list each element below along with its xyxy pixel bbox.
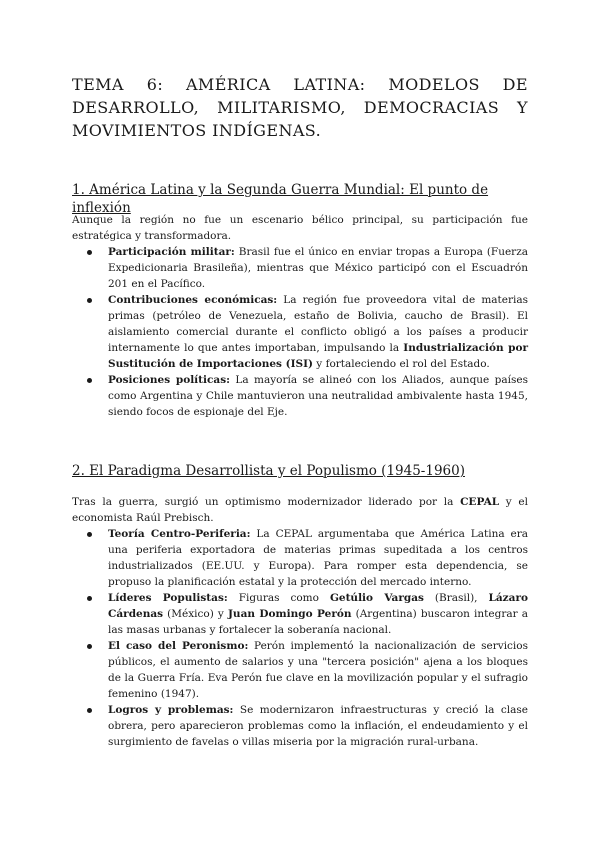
list-item xyxy=(72,702,528,750)
bullet-label: Líderes Populistas: xyxy=(108,592,228,604)
bullet-icon xyxy=(87,596,92,601)
bullet-text: La mayoría se alineó con los Aliados, aunque países como Argentina y Chile mantuvieron una neutralidad ambivalente hasta 1945, siendo focos de espionaje del Eje. xyxy=(108,374,528,418)
bullet-text: (México) y xyxy=(163,608,228,620)
list-item xyxy=(72,638,528,702)
section-1-heading: 1. América Latina y la Segunda Guerra Mundial: El punto de inflexión xyxy=(72,182,489,216)
bullet-icon xyxy=(87,532,92,537)
bullet-text: y fortaleciendo el rol del Estado. xyxy=(312,358,490,370)
bullet-label: Contribuciones económicas: xyxy=(108,294,278,306)
intro-text: Tras la guerra, surgió un optimismo modernizador liderado por la xyxy=(72,496,461,508)
bullet-emphasis: Lázaro Cárdenas xyxy=(108,592,528,620)
list-item xyxy=(72,292,528,372)
list-item xyxy=(72,590,528,638)
bullet-icon xyxy=(87,250,92,255)
section-1-intro: Aunque la región no fue un escenario bélico principal, su participación fue estratégica y transformadora. xyxy=(72,214,528,242)
bullet-text: La CEPAL argumentaba que América Latina era una periferia exportadora de materias primas supeditada a los centros industrializados (EE.UU. y Europa). Para romper esta dependencia, se propuso la planificación estatal y la protección del mercado interno. xyxy=(108,528,529,588)
list-item xyxy=(72,372,528,420)
bullet-text: Se modernizaron infraestructuras y creció la clase obrera, pero aparecieron problemas como la inflación, el endeudamiento y el surgimiento de favelas o villas miseria por la migración rural-urbana. xyxy=(108,704,529,748)
bullet-icon xyxy=(87,298,92,303)
list-item xyxy=(72,526,528,590)
section-2-list xyxy=(72,526,528,750)
bullet-emphasis: Getúlio Vargas xyxy=(329,592,424,604)
bullet-text: Perón implementó la nacionalización de servicios públicos, el aumento de salarios y una "tercera posición" ajena a los bloques de la Guerra Fría. Eva Perón fue clave en la movilización popular y el sufragio femenino (1947). xyxy=(108,640,529,700)
bullet-emphasis: Industrialización por Sustitución de Importaciones (ISI) xyxy=(108,342,528,370)
intro-text: y el economista Raúl Prebisch. xyxy=(72,496,528,524)
bullet-text: (Argentina) buscaron integrar a las masas urbanas y fortalecer la soberanía nacional. xyxy=(108,608,528,636)
bullet-icon xyxy=(87,644,92,649)
section-1-list xyxy=(72,244,528,420)
section-2-body xyxy=(72,494,528,750)
bullet-icon xyxy=(87,708,92,713)
section-2-intro xyxy=(72,494,528,526)
section-2-heading: 2. El Paradigma Desarrollista y el Populismo (1945-1960) xyxy=(72,463,465,479)
document-title: TEMA 6: AMÉRICA LATINA: MODELOS DE DESARROLLO, MILITARISMO, DEMOCRACIAS Y MOVIMIENTOS INDÍGENAS. xyxy=(72,75,528,140)
bullet-label: Participación militar: xyxy=(108,246,235,258)
section-1-body xyxy=(72,212,528,420)
bullet-label: Logros y problemas: xyxy=(108,704,234,716)
intro-emphasis: CEPAL xyxy=(460,496,500,508)
list-item xyxy=(72,244,528,292)
bullet-text: (Brasil), xyxy=(423,592,489,604)
bullet-label: El caso del Peronismo: xyxy=(108,640,249,652)
bullet-text: Brasil fue el único en enviar tropas a Europa (Fuerza Expedicionaria Brasileña), mientras que México participó con el Escuadrón 201 en el Pacífico. xyxy=(108,246,528,290)
bullet-emphasis: Juan Domingo Perón xyxy=(227,608,352,620)
bullet-label: Teoría Centro-Periferia: xyxy=(108,528,251,540)
bullet-label: Posiciones políticas: xyxy=(108,374,230,386)
bullet-icon xyxy=(87,378,92,383)
bullet-text: Figuras como xyxy=(227,592,330,604)
bullet-text: La región fue proveedora vital de materias primas (petróleo de Venezuela, estaño de Bolivia, caucho de Brasil). El aislamiento comercial durante el conflicto obligó a los países a producir internamente lo que antes importaban, impulsando la xyxy=(108,294,528,354)
